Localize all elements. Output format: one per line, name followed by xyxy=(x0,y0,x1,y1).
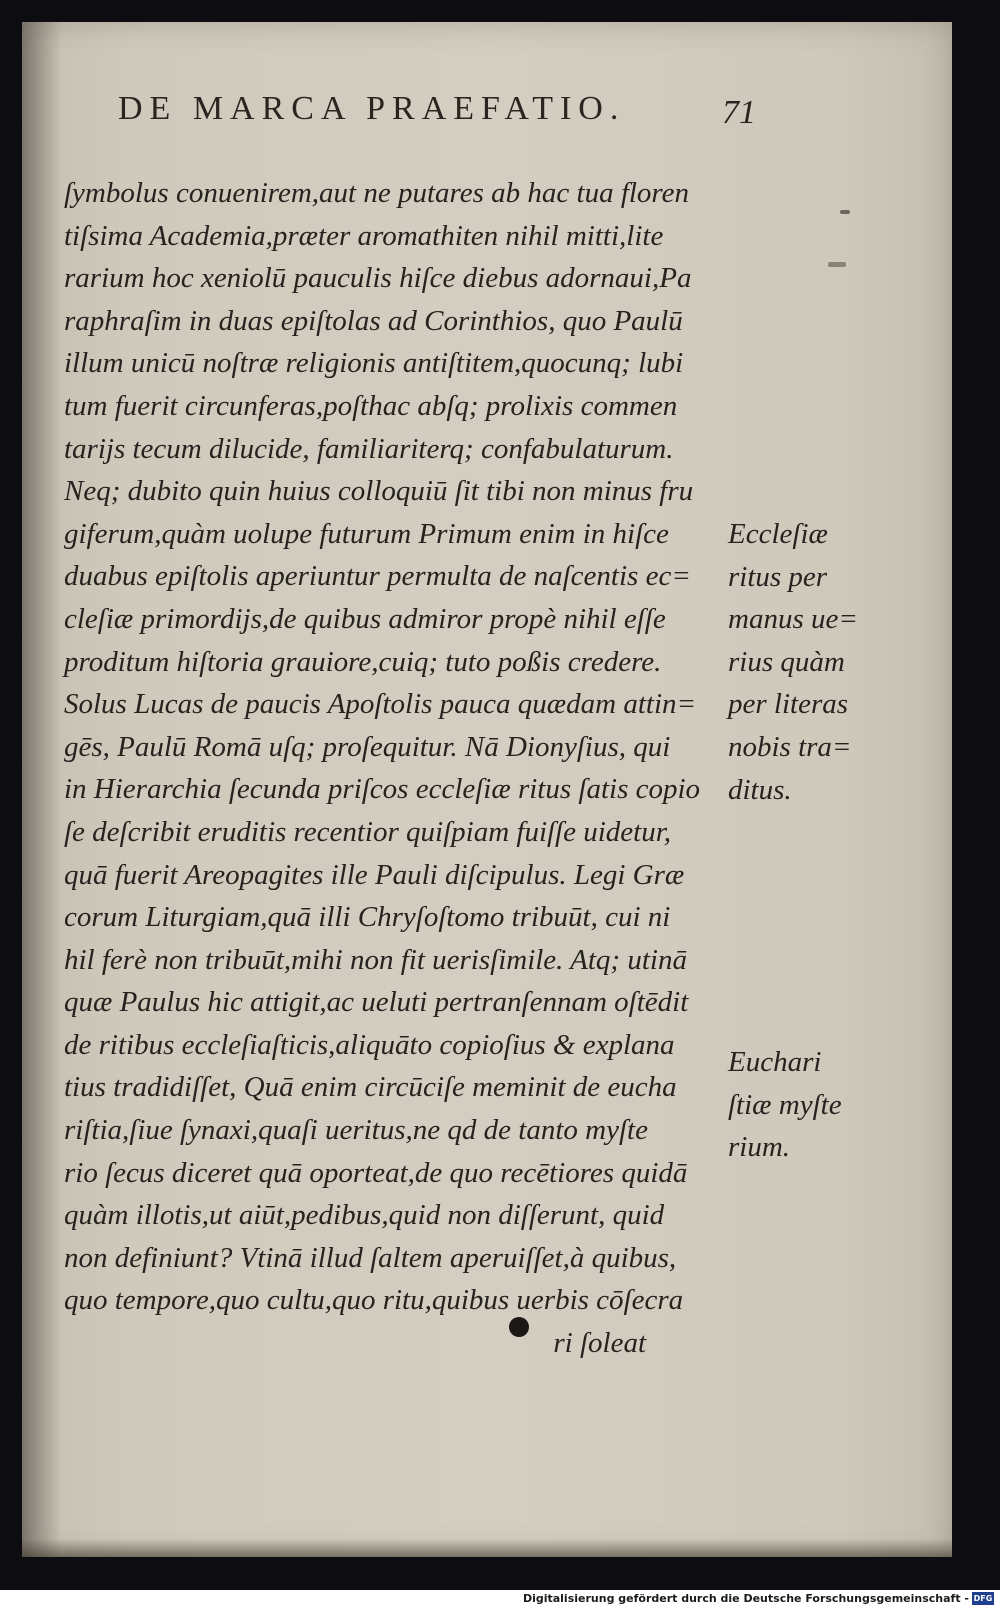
text-line: gēs, Paulū Romā uſq; proſequitur. Nā Dionyſius, qui xyxy=(64,730,671,763)
margin-note-line: rium. xyxy=(728,1131,791,1164)
ink-speck xyxy=(840,210,850,214)
text-line: giferum,quàm uolupe futurum Primum enim in hiſce xyxy=(64,517,669,550)
text-line: rio ſecus diceret quā oporteat,de quo recētiores quidā xyxy=(64,1156,688,1189)
text-line: rarium hoc xeniolū pauculis hiſce diebus adornaui,Pa xyxy=(64,262,692,295)
text-line: ſymbolus conuenirem,aut ne putares ab hac tua floren xyxy=(64,177,690,209)
dfg-logo: DFG xyxy=(973,1594,993,1603)
text-line: in Hierarchia ſecunda priſcos eccleſiæ ritus ſatis copio xyxy=(64,773,701,806)
text-line: Solus Lucas de paucis Apoſtolis pauca quædam attin= xyxy=(64,688,697,721)
page-number: 71 xyxy=(722,94,756,131)
text-line: tiſsima Academia,præter aromathiten nihil mitti,lite xyxy=(64,219,664,252)
ink-blot xyxy=(509,1317,529,1337)
text-line: tum fuerit circunferas,poſthac abſq; prolixis commen xyxy=(64,389,678,422)
gutter-shadow xyxy=(22,22,62,1557)
text-line: riſtia,ſiue ſynaxi,quaſi ueritus,ne qd de tanto myſte xyxy=(64,1114,648,1147)
margin-note-line: ditus. xyxy=(728,773,792,806)
text-line: ſe deſcribit eruditis recentior quiſpiam fuiſſe uidetur, xyxy=(64,815,672,848)
text-line: quā fuerit Areopagites ille Pauli diſcipulus. Legi Græ xyxy=(64,858,685,891)
text-line-last: ri ſoleat xyxy=(553,1327,646,1360)
digitization-credit xyxy=(523,1590,994,1607)
book-page xyxy=(22,22,952,1557)
text-line: hil ferè non tribuūt,mihi non fit uerisſimile. Atq; utinā xyxy=(64,943,687,976)
margin-note-line: per literas xyxy=(728,688,849,721)
margin-note-line: nobis tra= xyxy=(728,730,852,763)
ink-speck xyxy=(828,262,846,267)
running-head: DE MARCA PRAEFATIO. xyxy=(118,90,626,127)
text-line: de ritibus eccleſiaſticis,aliquāto copioſius & explana xyxy=(64,1028,675,1061)
text-line: duabus epiſtolis aperiuntur permulta de naſcentis ec= xyxy=(64,560,691,593)
text-line: Neq; dubito quin huius colloquiū ſit tibi non minus fru xyxy=(64,475,694,508)
text-line: quæ Paulus hic attigit,ac ueluti pertranſennam oſtēdit xyxy=(64,986,689,1019)
text-line: proditum hiſtoria grauiore,cuiq; tuto poßis credere. xyxy=(64,645,662,678)
text-line: cleſiæ primordijs,de quibus admiror propè nihil eſſe xyxy=(64,602,666,635)
text-line: quo tempore,quo cultu,quo ritu,quibus uerbis cōſecra xyxy=(64,1284,684,1317)
margin-note-line: ritus per xyxy=(728,560,828,593)
text-line: tarijs tecum dilucide, familiariterq; confabulaturum. xyxy=(64,432,674,465)
margin-note-ecclesiae xyxy=(728,513,868,811)
margin-note-line: ſtiæ myſte xyxy=(728,1088,842,1121)
margin-note-line: manus ue= xyxy=(728,603,858,636)
margin-note-eucharistiae xyxy=(728,1041,868,1169)
text-line: non definiunt? Vtinā illud ſaltem aperuiſſet,à quibus, xyxy=(64,1241,677,1274)
text-line: tius tradidiſſet, Quā enim circūciſe meminit de eucha xyxy=(64,1071,677,1104)
text-line: corum Liturgiam,quā illi Chryſoſtomo tribuūt, cui ni xyxy=(64,901,671,934)
page-bottom-edge xyxy=(22,1539,952,1557)
text-line: illum unicū noſtræ religionis antiſtitem,quocunq; lubi xyxy=(64,347,684,380)
margin-note-line: Eccleſiæ xyxy=(728,518,828,550)
body-text xyxy=(64,172,764,1365)
margin-note-line: rius quàm xyxy=(728,645,845,678)
margin-note-line: Euchari xyxy=(728,1046,822,1078)
text-line: raphraſim in duas epiſtolas ad Corinthios, quo Paulū xyxy=(64,304,683,337)
credit-text: Digitalisierung gefördert durch die Deutsche Forschungsgemeinschaft - xyxy=(522,1592,969,1605)
text-line: quàm illotis,ut aiūt,pedibus,quid non diſſerunt, quid xyxy=(64,1199,665,1232)
